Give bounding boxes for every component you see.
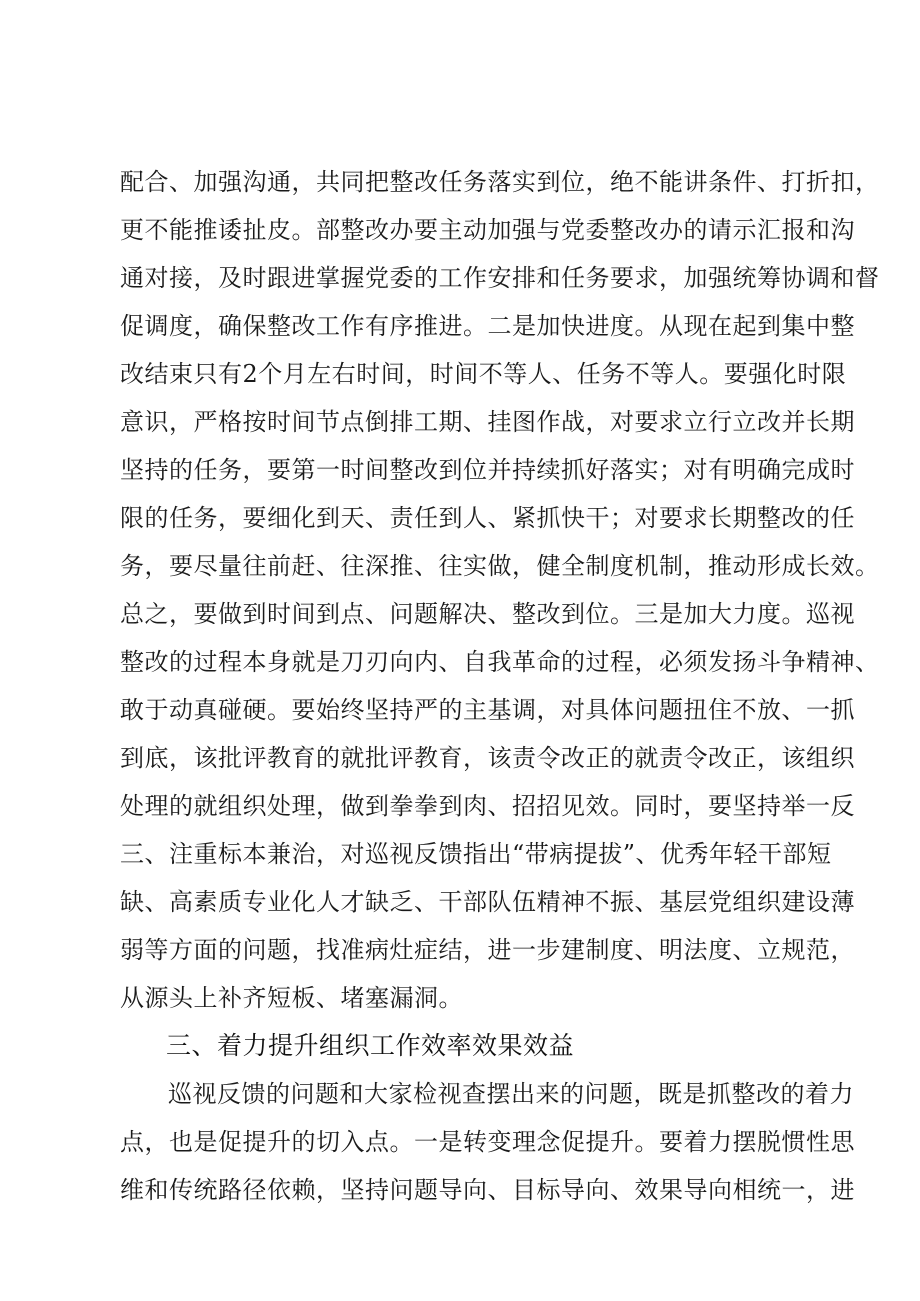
body-text-line: 维和传统路径依赖，坚持问题导向、目标导向、效果导向相统一，进 [120, 1176, 855, 1204]
body-text-line: 坚持的任务，要第一时间整改到位并持续抓好落实；对有明确完成时 [120, 456, 855, 484]
body-text-line: 意识，严格按时间节点倒排工期、挂图作战，对要求立行立改并长期 [120, 408, 855, 436]
body-text-line: 敢于动真碰硬。要始终坚持严的主基调，对具体问题扭住不放、一抓 [120, 696, 855, 724]
body-text-line: 三、注重标本兼治，对巡视反馈指出“带病提拔”、优秀年轻干部短 [120, 840, 832, 868]
body-text-line: 促调度，确保整改工作有序推进。二是加快进度。从现在起到集中整 [120, 312, 855, 340]
body-text-line: 从源头上补齐短板、堵塞漏洞。 [120, 984, 463, 1012]
body-text-line: 点，也是促提升的切入点。一是转变理念促提升。要着力摆脱惯性思 [120, 1128, 855, 1156]
body-text-line: 弱等方面的问题，找准病灶症结，进一步建制度、明法度、立规范， [120, 936, 855, 964]
section-heading: 三、着力提升组织工作效率效果效益 [166, 1031, 575, 1060]
body-text-line: 通对接，及时跟进掌握党委的工作安排和任务要求，加强统筹协调和督 [120, 264, 880, 292]
body-text-line: 整改的过程本身就是刀刃向内、自我革命的过程，必须发扬斗争精神、 [120, 648, 880, 676]
body-text-line: 配合、加强沟通，共同把整改任务落实到位，绝不能讲条件、打折扣， [120, 168, 880, 196]
body-text-line: 巡视反馈的问题和大家检视查摆出来的问题，既是抓整改的着力 [168, 1080, 854, 1108]
body-text-line: 到底，该批评教育的就批评教育，该责令改正的就责令改正，该组织 [120, 744, 855, 772]
body-text-line: 处理的就组织处理，做到拳拳到肉、招招见效。同时，要坚持举一反 [120, 792, 855, 820]
body-text-line: 改结束只有2个月左右时间，时间不等人、任务不等人。要强化时限 [120, 360, 847, 388]
body-text-line: 更不能推诿扯皮。部整改办要主动加强与党委整改办的请示汇报和沟 [120, 216, 855, 244]
body-text-line: 务，要尽量往前赶、往深推、往实做，健全制度机制，推动形成长效。 [120, 552, 880, 580]
body-text-line: 缺、高素质专业化人才缺乏、干部队伍精神不振、基层党组织建设薄 [120, 888, 855, 916]
body-text-line: 限的任务，要细化到天、责任到人、紧抓快干；对要求长期整改的任 [120, 504, 855, 532]
body-text-line: 总之，要做到时间到点、问题解决、整改到位。三是加大力度。巡视 [120, 600, 855, 628]
